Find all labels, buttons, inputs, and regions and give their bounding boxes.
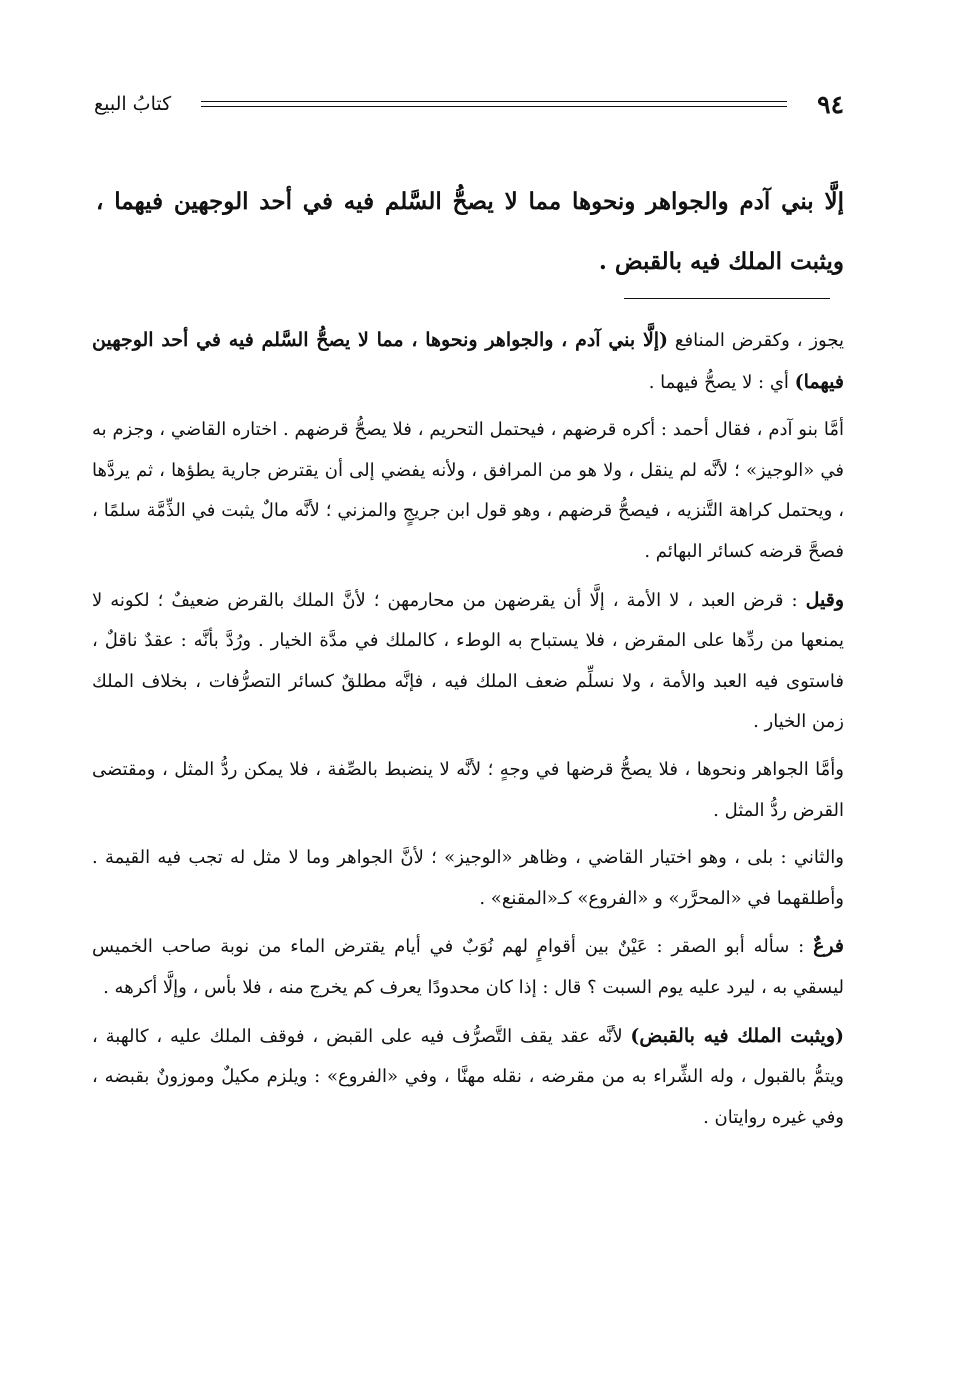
running-title: كتابُ البيع — [94, 93, 172, 115]
paragraph-text: أمَّا بنو آدم ، فقال أحمد : أكره قرضهم ، فيحتمل التحريم ، فلا يصحُّ قرضهم . اختاره القاضي ، وجزم به في «الوجيز» ؛ لأنَّه لم ينقل ، ولا هو من المرافق ، ولأنه يفضي إلى أن يقترض جارية يطؤها ، ثم يردَّها ، ويحتمل كراهة التَّنزيه ، فيصحُّ قرضهم ، وهو قول ابن جريجٍ والمزني ؛ لأنَّه مالٌ يثبت في الذِّمَّة سلمًا ، فصحَّ قرضه كسائر البهائم . — [92, 419, 844, 562]
paragraph-heading: وقيل — [805, 588, 844, 611]
paragraph-lead: يجوز ، وكقرض المنافع — [668, 330, 844, 351]
paragraph-text: : سأله أبو الصقر : عَيْنٌ بين أقوامٍ لهم نُوَبٌ في أيام يقترض الماء من نوبة صاحب الخميس ليسقي به ، ليرد عليه يوم السبت ؟ قال : إذا كان محدودًا يعرف كم يخرج منه ، فلا بأس ، وإلَّا أكرهه . — [92, 936, 844, 998]
quoted-main-text: (ويثبت الملك فيه بالقبض) — [630, 1024, 844, 1047]
paragraph-text: لأنَّه عقد يقف التَّصرُّف فيه على القبض ، فوقف الملك عليه ، كالهبة ، ويتمُّ بالقبول ، وله الشِّراء به من مقرضه ، نقله مهنَّا ، وفي «الفروع» : ويلزم مكيلٌ وموزونٌ بقبضه ، وفي غيره روايتان . — [92, 1025, 844, 1128]
quoted-main-text: (إلَّا بني آدم ، والجواهر ونحوها ، مما لا يصحُّ السَّلم فيه في أحد الوجهين فيهما) — [92, 329, 844, 393]
page-number: ٩٤ — [817, 89, 844, 119]
commentary-paragraph-2 — [92, 410, 844, 572]
commentary-paragraph-4 — [92, 750, 844, 831]
page-header — [94, 84, 844, 124]
separator-rule — [624, 298, 830, 299]
main-text: إلَّا بني آدم والجواهر ونحوها مما لا يصحُّ السَّلم فيه في أحد الوجهين فيهما ، ويثبت الملك فيه بالقبض . — [96, 188, 844, 275]
paragraph-text: وأمَّا الجواهر ونحوها ، فلا يصحُّ قرضها في وجهٍ ؛ لأنَّه لا ينضبط بالصِّفة ، فلا يمكن ردُّ المثل ، ومقتضى القرض ردُّ المثل . — [92, 758, 844, 821]
commentary-paragraph-5 — [92, 838, 844, 919]
paragraph-text: والثاني : بلى ، وهو اختيار القاضي ، وظاهر «الوجيز» ؛ لأنَّ الجواهر وما لا مثل له تجب فيه القيمة . وأطلقهما في «المحرَّر» و «الفروع» كـ«المقنع» . — [92, 847, 844, 909]
commentary-paragraph-1 — [92, 320, 844, 403]
commentary-paragraph-3 — [92, 580, 844, 743]
commentary — [92, 320, 844, 1145]
header-rule — [201, 101, 787, 107]
paragraph-text: : قرض العبد ، لا الأمة ، إلَّا أن يقرضهن من محارمهن ؛ لأنَّ الملك بالقرض ضعيفٌ ؛ لكونه لا يمنعها من ردِّها على المقرض ، فلا يستباح به الوطء ، كالملك في مدَّة الخيار . ورُدَّ بأنَّه : عقدٌ ناقلٌ ، فاستوى فيه العبد والأمة ، ولا نسلِّم ضعف الملك فيه ، فإنَّه مطلقٌ كسائر التصرُّفات ، بخلاف الملك زمن الخيار . — [92, 589, 844, 733]
paragraph-heading: فرعٌ — [813, 935, 844, 958]
paragraph-text: أي : لا يصحُّ فيهما . — [648, 371, 795, 393]
commentary-paragraph-7 — [92, 1016, 844, 1139]
commentary-paragraph-6 — [92, 926, 844, 1008]
